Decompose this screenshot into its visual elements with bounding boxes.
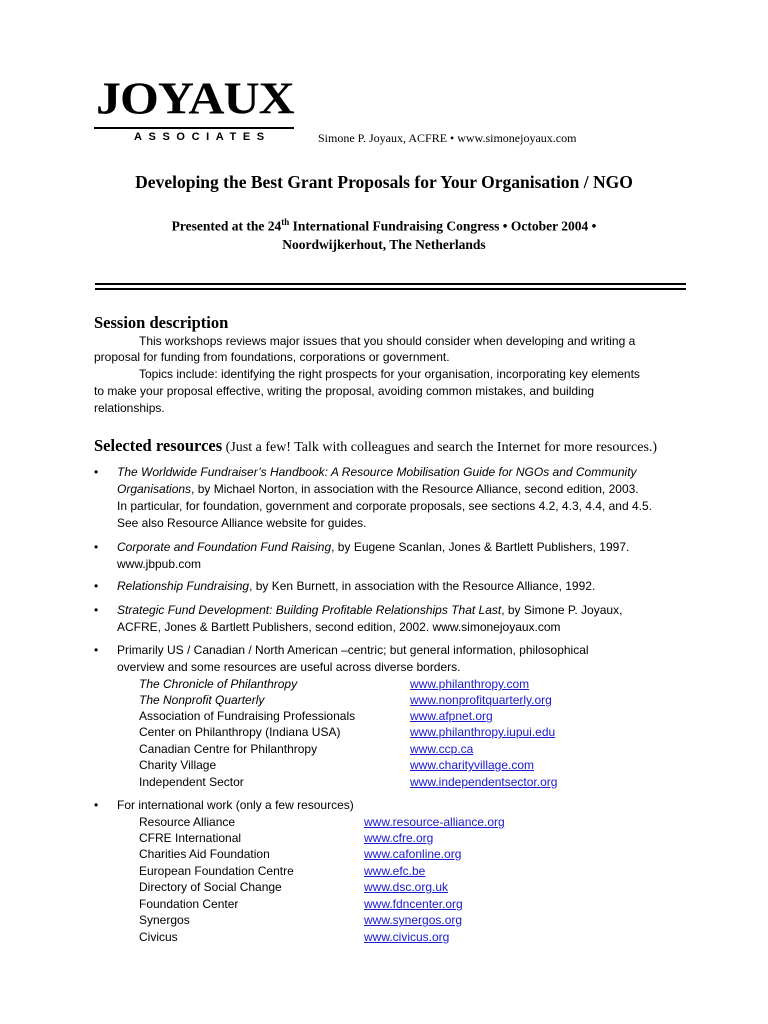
org-link[interactable]: www.resource-alliance.org [364,815,505,829]
org-link[interactable]: www.fdncenter.org [364,897,463,911]
org-name: Synergos [139,913,190,927]
bullet-marker: • [94,798,99,812]
resource-item-strategic-fund-development: Strategic Fund Development: Building Profitable Relationships That Last, by Simone P. Joyaux, ACFRE, Jones & Bartlett Publishers, second edition, 2002. www.simonejoyaux.com [117,603,623,634]
resource-item-north-american: Primarily US / Canadian / North American –centric; but general information, philosophical overview and some resources are useful across diverse borders. [117,643,589,674]
org-link[interactable]: www.independentsector.org [410,775,558,789]
logo-wordmark: JOYAUX [96,72,294,124]
session-p1-line-1: This workshops reviews major issues that you should consider when developing and writing a [139,334,636,348]
divider-bottom [95,288,686,290]
logo-rule [94,127,294,129]
org-link[interactable]: www.cafonline.org [364,847,462,861]
org-name: CFRE International [139,831,242,845]
logo-subtitle: ASSOCIATES [134,131,271,143]
book-title: The Worldwide Fundraiser’s Handbook: A Resource Mobilisation Guide for NGOs and Community [117,465,637,479]
presented-line-1: Presented at the 24th International Fundraising Congress • October 2004 • [171,217,597,234]
session-p2-line-1: Topics include: identifying the right prospects for your organisation, incorporating key elements [139,367,640,381]
org-name: The Nonprofit Quarterly [139,693,265,707]
bullet-marker: • [94,579,99,593]
bullet-marker: • [94,465,99,479]
org-name: Directory of Social Change [139,880,282,894]
book-title: Organisations [117,482,192,496]
document-title: Developing the Best Grant Proposals for Your Organisation / NGO [135,172,633,192]
org-link[interactable]: www.cfre.org [364,831,434,845]
org-name: Foundation Center [139,897,239,911]
org-link[interactable]: www.ccp.ca [410,742,474,756]
session-heading: Session description [94,313,229,332]
org-name: Association of Fundraising Professionals [139,709,356,723]
org-name: Charity Village [139,758,217,772]
org-link[interactable]: www.dsc.org.uk [364,880,449,894]
session-p1-line-2: proposal for funding from foundations, corporations or government. [94,350,450,364]
resources-heading: Selected resources (Just a few! Talk with colleagues and search the Internet for more resources.) [94,436,658,455]
bullet-marker: • [94,643,99,657]
author-line: Simone P. Joyaux, ACFRE • www.simonejoyaux.com [318,131,577,145]
org-link[interactable]: www.civicus.org [364,930,450,944]
resource-item-relationship-fundraising: Relationship Fundraising, by Ken Burnett, in association with the Resource Alliance, 1992. [117,579,596,593]
org-name: Independent Sector [139,775,244,789]
org-link[interactable]: www.charityvillage.com [410,758,535,772]
resource-item-international: For international work (only a few resources) [117,798,354,812]
org-name: Center on Philanthropy (Indiana USA) [139,725,341,739]
bullet-marker: • [94,540,99,554]
presented-line-2: Noordwijkerhout, The Netherlands [282,237,486,252]
resource-item-corporate-fund-raising: Corporate and Foundation Fund Raising, by Eugene Scanlan, Jones & Bartlett Publishers, 1997. www.jbpub.com [117,540,630,571]
org-name: Charities Aid Foundation [139,847,270,861]
org-link[interactable]: www.philanthropy.iupui.edu [410,725,556,739]
org-link[interactable]: www.nonprofitquarterly.org [410,693,552,707]
session-p2-line-3: relationships. [94,401,165,415]
org-name: Canadian Centre for Philanthropy [139,742,318,756]
divider-top [95,283,686,285]
org-name: European Foundation Centre [139,864,294,878]
org-name: Civicus [139,930,178,944]
bullet-marker: • [94,603,99,617]
org-name: The Chronicle of Philanthropy [139,677,298,691]
session-p2-line-2: to make your proposal effective, writing the proposal, avoiding common mistakes, and building [94,384,595,398]
org-link[interactable]: www.synergos.org [364,913,463,927]
org-link[interactable]: www.philanthropy.com [410,677,530,691]
org-link[interactable]: www.afpnet.org [410,709,493,723]
resource-item-worldwide-handbook: The Worldwide Fundraiser’s Handbook: A Resource Mobilisation Guide for NGOs and Community Organisations, by Michael Norton, in association with the Resource Alliance, second edition, 2003. In particular, for foundation, government and corporate proposals, see sections 4.2, 4.3, 4.4, and 4.5. See also Resource Alliance website for guides. [117,465,653,530]
org-name: Resource Alliance [139,815,236,829]
org-link[interactable]: www.efc.be [364,864,426,878]
